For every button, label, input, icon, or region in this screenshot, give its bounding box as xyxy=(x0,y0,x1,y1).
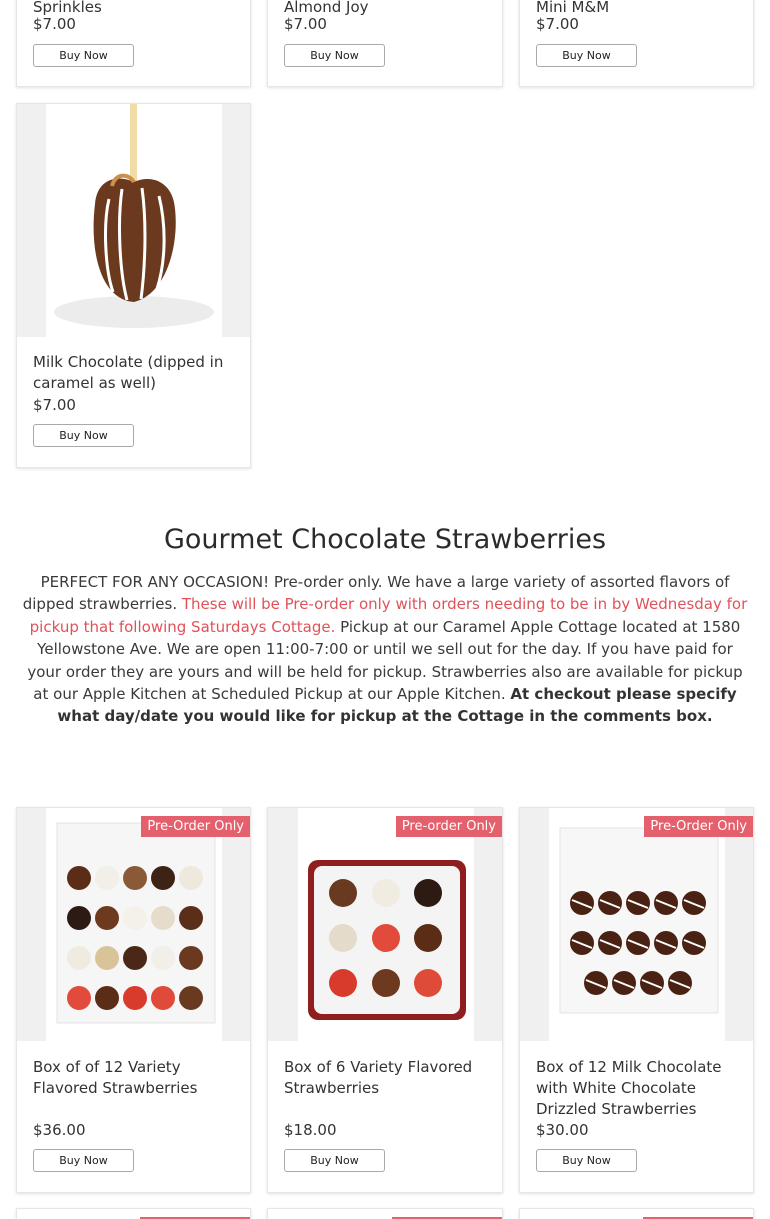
product-name[interactable]: Milk Chocolate (dipped in caramel as well) xyxy=(33,353,224,392)
product-card-next-row[interactable] xyxy=(267,1208,503,1219)
caramel-apple-image xyxy=(17,104,250,337)
product-image[interactable] xyxy=(17,808,250,1041)
product-card-box-12-variety[interactable] xyxy=(16,807,251,1193)
product-card-milk-chocolate-apple[interactable] xyxy=(16,103,251,468)
product-price: $30.00 xyxy=(536,1121,589,1139)
strawberry-box-image xyxy=(520,808,753,1041)
product-image[interactable] xyxy=(520,808,753,1041)
product-name[interactable]: Box of 6 Variety Flavored Strawberries xyxy=(284,1058,473,1097)
product-price: $7.00 xyxy=(536,15,579,33)
buy-now-button[interactable]: Buy Now xyxy=(33,424,134,447)
buy-now-button[interactable]: Buy Now xyxy=(284,44,385,67)
product-card-next-row[interactable] xyxy=(519,1208,754,1219)
product-card-almond-joy[interactable] xyxy=(267,0,503,87)
product-card-box-6-variety[interactable] xyxy=(267,807,503,1193)
product-name[interactable]: Box of 12 Milk Chocolate with White Chocolate Drizzled Strawberries xyxy=(536,1058,722,1118)
product-card-mini-mm[interactable] xyxy=(519,0,754,87)
description-highlight: These will be Pre-order only with orders needing to be in by Wednesday for pickup that following Saturdays Cottage. xyxy=(29,595,748,636)
description-bold: At checkout please specify what day/date you would like for pickup at the Cottage in the comments box. xyxy=(57,685,737,726)
product-price: $7.00 xyxy=(284,15,327,33)
strawberry-box-image xyxy=(268,808,502,1041)
buy-now-button[interactable]: Buy Now xyxy=(536,1149,637,1172)
section-description xyxy=(22,571,748,728)
buy-now-button[interactable]: Buy Now xyxy=(33,1149,134,1172)
product-name[interactable]: Box of of 12 Variety Flavored Strawberries xyxy=(33,1058,198,1097)
product-price: $18.00 xyxy=(284,1121,337,1139)
product-image[interactable] xyxy=(268,808,502,1041)
product-name[interactable]: Sprinkles xyxy=(33,0,102,16)
pre-order-badge: Pre-order Only xyxy=(396,816,502,837)
product-price: $7.00 xyxy=(33,15,76,33)
product-image[interactable] xyxy=(17,104,250,337)
pre-order-badge: Pre-Order Only xyxy=(141,816,250,837)
product-name[interactable]: Mini M&M xyxy=(536,0,610,16)
product-card-next-row[interactable] xyxy=(16,1208,251,1219)
product-name[interactable]: Almond Joy xyxy=(284,0,369,16)
buy-now-button[interactable]: Buy Now xyxy=(33,44,134,67)
buy-now-button[interactable]: Buy Now xyxy=(284,1149,385,1172)
product-card-box-12-milk-chocolate[interactable] xyxy=(519,807,754,1193)
buy-now-button[interactable]: Buy Now xyxy=(536,44,637,67)
product-card-sprinkles[interactable] xyxy=(16,0,251,87)
product-price: $36.00 xyxy=(33,1121,86,1139)
strawberry-box-image xyxy=(17,808,250,1041)
product-price: $7.00 xyxy=(33,396,76,414)
pre-order-badge: Pre-Order Only xyxy=(644,816,753,837)
section-title: Gourmet Chocolate Strawberries xyxy=(163,524,607,555)
description-text: Pickup at our Caramel Apple Cottage located at 1580 Yellowstone Ave. We are open 11:00-7:00 or until we sell out for the day. If you have paid for your order they are yours and will be held for pickup. Strawberries also are available for pickup at our Apple Kitchen at Scheduled Pickup at our Apple Kitchen. xyxy=(27,617,743,704)
description-text: PERFECT FOR ANY OCCASION! Pre-order only. We have a large variety of assorted flavors of dipped strawberries. xyxy=(22,573,730,614)
